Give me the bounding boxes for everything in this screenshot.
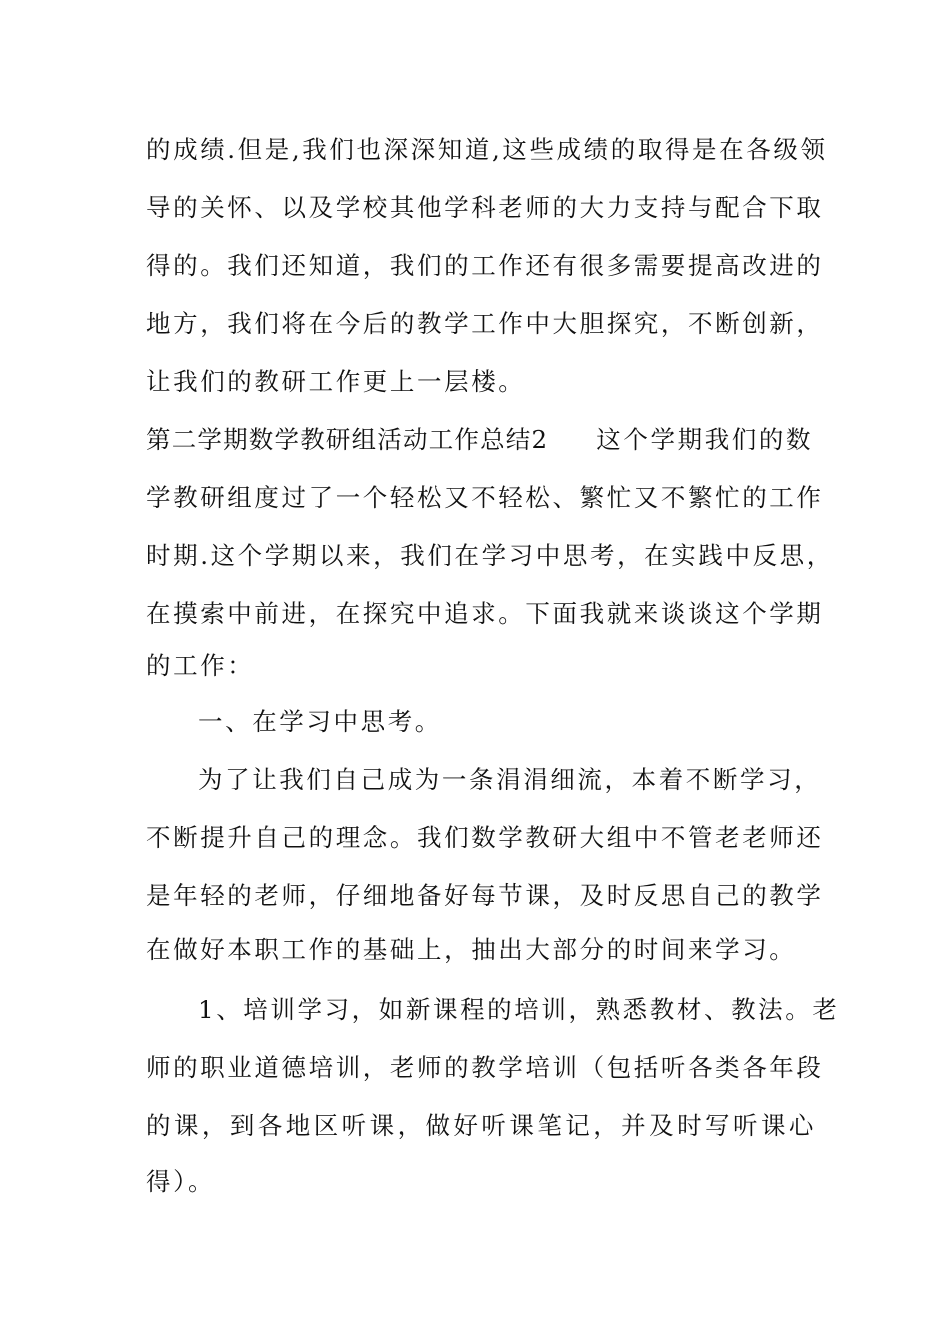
paragraph-line: 让我们的教研工作更上一层楼。 [146, 367, 526, 396]
paragraph-line: 的成绩.但是,我们也深深知道,这些成绩的取得是在各级领 [146, 135, 828, 164]
paragraph-line: 在做好本职工作的基础上，抽出大部分的时间来学习。 [146, 935, 797, 964]
subsection-heading: 一、在学习中思考。 [198, 707, 442, 736]
paragraph-line: 不断提升自己的理念。我们数学教研大组中不管老老师还 [146, 823, 824, 852]
paragraph-line: 为了让我们自己成为一条涓涓细流，本着不断学习， [198, 765, 822, 794]
paragraph-line: 师的职业道德培训，老师的教学培训（包括听各类各年段 [146, 1053, 824, 1082]
section-heading-line [146, 424, 816, 456]
paragraph-line: 在摸索中前进，在探究中追求。下面我就来谈谈这个学期 [146, 599, 824, 628]
paragraph-line: 是年轻的老师，仔细地备好每节课，及时反思自己的教学 [146, 881, 824, 910]
paragraph-line: 时期.这个学期以来，我们在学习中思考，在实践中反思， [146, 541, 834, 570]
heading-continuation: 这个学期我们的数 [596, 425, 814, 454]
paragraph-line: 导的关怀、以及学校其他学科老师的大力支持与配合下取 [146, 193, 824, 222]
paragraph-line: 的工作： [146, 651, 255, 680]
section-heading-title: 第二学期数学教研组活动工作总结2 [146, 425, 549, 454]
paragraph-line: 得的。我们还知道，我们的工作还有很多需要提高改进的 [146, 251, 824, 280]
paragraph-line: 1、培训学习，如新课程的培训，熟悉教材、教法。老 [198, 995, 840, 1024]
paragraph-line: 学教研组度过了一个轻松又不轻松、繁忙又不繁忙的工作 [146, 483, 824, 512]
paragraph-line: 得）。 [146, 1167, 216, 1196]
paragraph-line: 地方，我们将在今后的教学工作中大胆探究，不断创新， [146, 309, 824, 338]
paragraph-line: 的课，到各地区听课，做好听课笔记，并及时写听课心 [146, 1111, 816, 1140]
